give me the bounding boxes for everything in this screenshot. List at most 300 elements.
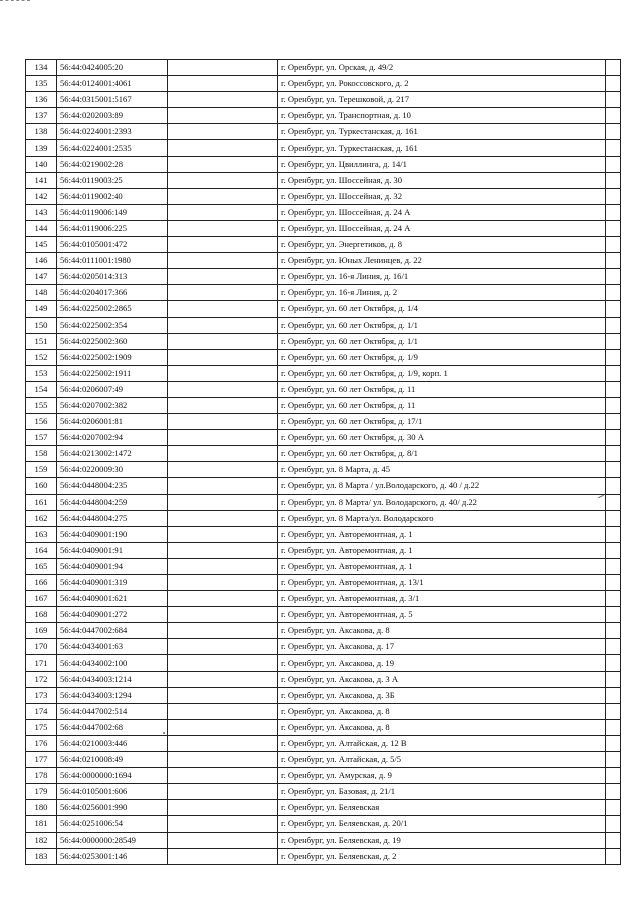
cadastral-number-cell: 56:44:0424005:20 [57,60,168,76]
table-row [26,204,621,220]
empty-cell [168,76,278,92]
table-row [26,365,621,381]
empty-narrow-cell [606,349,621,365]
empty-cell [168,237,278,253]
empty-narrow-cell [606,60,621,76]
row-number-cell: 172 [26,671,57,687]
empty-narrow-cell [606,719,621,735]
address-cell: г. Оренбург, ул. Амурская, д. 9 [278,768,606,784]
empty-narrow-cell [606,655,621,671]
row-number-cell: 167 [26,591,57,607]
table-row [26,542,621,558]
empty-narrow-cell [606,220,621,236]
address-cell: г. Оренбург, ул. 60 лет Октября, д. 1/9 [278,349,606,365]
table-row [26,735,621,751]
empty-cell [168,285,278,301]
row-number-cell: 183 [26,848,57,864]
cadastral-number-cell: 56:44:0434003:1294 [57,687,168,703]
row-number-cell: 163 [26,526,57,542]
cadastral-number-cell: 56:44:0213002:1472 [57,446,168,462]
row-number-cell: 141 [26,172,57,188]
cadastral-number-cell: 56:44:0210008:49 [57,752,168,768]
empty-narrow-cell [606,752,621,768]
cadastral-number-cell: 56:44:0206007:49 [57,381,168,397]
cadastral-number-cell: 56:44:0105001:472 [57,237,168,253]
row-number-cell: 181 [26,816,57,832]
address-cell: г. Оренбург, ул. 16-я Линия, д. 16/1 [278,269,606,285]
cadastral-number-cell: 56:44:0000000:28549 [57,832,168,848]
row-number-cell: 139 [26,140,57,156]
table-row [26,575,621,591]
cadastral-number-cell: 56:44:0434002:100 [57,655,168,671]
table-row [26,462,621,478]
table-row [26,768,621,784]
empty-narrow-cell [606,526,621,542]
empty-narrow-cell [606,478,621,494]
empty-narrow-cell [606,430,621,446]
empty-cell [168,108,278,124]
table-row [26,752,621,768]
empty-narrow-cell [606,188,621,204]
table-row [26,76,621,92]
cadastral-number-cell: 56:44:0105001:606 [57,784,168,800]
address-cell: г. Оренбург, ул. Терешковой, д. 217 [278,92,606,108]
table-row [26,156,621,172]
empty-cell [168,478,278,494]
empty-cell [168,575,278,591]
table-row [26,703,621,719]
cadastral-number-cell: 56:44:0434001:63 [57,639,168,655]
empty-narrow-cell [606,558,621,574]
table-row [26,269,621,285]
cadastral-number-cell: 56:44:0225002:354 [57,317,168,333]
table-row [26,172,621,188]
empty-narrow-cell [606,92,621,108]
cadastral-number-cell: 56:44:0207002:94 [57,430,168,446]
row-number-cell: 176 [26,735,57,751]
address-cell: г. Оренбург, ул. Транспортная, д. 10 [278,108,606,124]
empty-narrow-cell [606,317,621,333]
registry-table-body [26,60,621,865]
row-number-cell: 168 [26,607,57,623]
empty-narrow-cell [606,108,621,124]
cadastral-number-cell: 56:44:0253001:146 [57,848,168,864]
empty-narrow-cell [606,76,621,92]
empty-narrow-cell [606,124,621,140]
address-cell: г. Оренбург, ул. Аксакова, д. 8 [278,703,606,719]
row-number-cell: 137 [26,108,57,124]
empty-cell [168,220,278,236]
empty-cell [168,816,278,832]
row-number-cell: 154 [26,381,57,397]
table-row [26,140,621,156]
cadastral-number-cell: 56:44:0119003:25 [57,172,168,188]
row-number-cell: 142 [26,188,57,204]
cadastral-number-cell: 56:44:0315001:5167 [57,92,168,108]
empty-cell [168,446,278,462]
empty-cell [168,832,278,848]
address-cell: г. Оренбург, ул. Шоссейная, д. 24 А [278,204,606,220]
empty-narrow-cell [606,575,621,591]
address-cell: г. Оренбург, ул. Беляевская, д. 19 [278,832,606,848]
cadastral-number-cell: 56:44:0119006:225 [57,220,168,236]
row-number-cell: 162 [26,510,57,526]
empty-narrow-cell [606,816,621,832]
row-number-cell: 166 [26,575,57,591]
empty-cell [168,156,278,172]
empty-cell [168,188,278,204]
address-cell: г. Оренбург, ул. Алтайская, д. 12 В [278,735,606,751]
empty-narrow-cell [606,156,621,172]
table-row [26,124,621,140]
empty-narrow-cell [606,253,621,269]
empty-cell [168,639,278,655]
cadastral-number-cell: 56:44:0409001:621 [57,591,168,607]
address-cell: г. Оренбург, ул. Авторемонтная, д. 3/1 [278,591,606,607]
table-row [26,92,621,108]
empty-cell [168,365,278,381]
table-row [26,832,621,848]
empty-narrow-cell [606,800,621,816]
address-cell: г. Оренбург, ул. Аксакова, д. 3 А [278,671,606,687]
table-row [26,784,621,800]
empty-narrow-cell [606,414,621,430]
table-row [26,60,621,76]
table-row [26,317,621,333]
address-cell: г. Оренбург, ул. 8 Марта / ул.Володарского, д. 40 / д.22 [278,478,606,494]
address-cell: г. Оренбург, ул. Беляевская [278,800,606,816]
cadastral-number-cell: 56:44:0119006:149 [57,204,168,220]
row-number-cell: 182 [26,832,57,848]
cadastral-number-cell: 56:44:0448004:275 [57,510,168,526]
empty-cell [168,526,278,542]
empty-narrow-cell [606,285,621,301]
empty-cell [168,317,278,333]
empty-cell [168,591,278,607]
empty-cell [168,848,278,864]
row-number-cell: 180 [26,800,57,816]
row-number-cell: 138 [26,124,57,140]
cadastral-number-cell: 56:44:0205014:313 [57,269,168,285]
cadastral-number-cell: 56:44:0409001:94 [57,558,168,574]
table-row [26,623,621,639]
row-number-cell: 170 [26,639,57,655]
empty-cell [168,542,278,558]
empty-cell [168,381,278,397]
cadastral-number-cell: 56:44:0447002:684 [57,623,168,639]
cadastral-number-cell: 56:44:0124001:4061 [57,76,168,92]
row-number-cell: 135 [26,76,57,92]
empty-cell [168,140,278,156]
address-cell: г. Оренбург, ул. Авторемонтная, д. 1 [278,542,606,558]
address-cell: г. Оренбург, ул. Юных Ленинцев, д. 22 [278,253,606,269]
empty-narrow-cell [606,397,621,413]
empty-cell [168,800,278,816]
cadastral-number-cell: 56:44:0206001:81 [57,414,168,430]
cadastral-number-cell: 56:44:0409001:190 [57,526,168,542]
row-number-cell: 145 [26,237,57,253]
address-cell: г. Оренбург, ул. 8 Марта/ ул. Володарского, д. 40/ д.22 [278,494,606,510]
row-number-cell: 174 [26,703,57,719]
empty-cell [168,301,278,317]
address-cell: г. Оренбург, ул. 60 лет Октября, д. 1/1 [278,333,606,349]
cadastral-number-cell: 56:44:0000000:1694 [57,768,168,784]
cadastral-number-cell: 56:44:0409001:91 [57,542,168,558]
table-row [26,237,621,253]
address-cell: г. Оренбург, ул. 60 лет Октября, д. 30 А [278,430,606,446]
empty-cell [168,333,278,349]
address-cell: г. Оренбург, ул. Шоссейная, д. 30 [278,172,606,188]
row-number-cell: 160 [26,478,57,494]
address-cell: г. Оренбург, ул. Алтайская, д. 5/5 [278,752,606,768]
address-cell: г. Оренбург, ул. 60 лет Октября, д. 8/1 [278,446,606,462]
row-number-cell: 159 [26,462,57,478]
empty-cell [168,253,278,269]
cadastral-number-cell: 56:44:0224001:2535 [57,140,168,156]
cadastral-number-cell: 56:44:0448004:235 [57,478,168,494]
row-number-cell: 165 [26,558,57,574]
address-cell: г. Оренбург, ул. 60 лет Октября, д. 1/1 [278,317,606,333]
empty-cell [168,349,278,365]
cadastral-number-cell: 56:44:0409001:272 [57,607,168,623]
empty-narrow-cell [606,333,621,349]
empty-cell [168,687,278,703]
empty-cell [168,752,278,768]
empty-cell [168,703,278,719]
empty-narrow-cell [606,671,621,687]
empty-cell [168,768,278,784]
table-row [26,220,621,236]
row-number-cell: 155 [26,397,57,413]
empty-narrow-cell [606,269,621,285]
cadastral-number-cell: 56:44:0210003:446 [57,735,168,751]
empty-narrow-cell [606,172,621,188]
table-row [26,397,621,413]
table-row [26,414,621,430]
empty-cell [168,510,278,526]
cadastral-number-cell: 56:44:0251006:54 [57,816,168,832]
address-cell: г. Оренбург, ул. 16-я Линия, д. 2 [278,285,606,301]
table-row [26,108,621,124]
empty-narrow-cell [606,237,621,253]
cadastral-number-cell: 56:44:0225002:2865 [57,301,168,317]
empty-cell [168,172,278,188]
empty-cell [168,414,278,430]
empty-narrow-cell [606,446,621,462]
cadastral-number-cell: 56:44:0256001:990 [57,800,168,816]
cadastral-number-cell: 56:44:0225002:360 [57,333,168,349]
row-number-cell: 153 [26,365,57,381]
address-cell: г. Оренбург, ул. Энергетиков, д. 8 [278,237,606,253]
cadastral-number-cell: 56:44:0219002:28 [57,156,168,172]
address-cell: г. Оренбург, ул. Беляевская, д. 2 [278,848,606,864]
table-row [26,285,621,301]
address-cell: г. Оренбург, ул. Шоссейная, д. 24 А [278,220,606,236]
empty-cell [168,719,278,735]
empty-narrow-cell [606,848,621,864]
table-row [26,719,621,735]
row-number-cell: 158 [26,446,57,462]
row-number-cell: 179 [26,784,57,800]
empty-narrow-cell [606,768,621,784]
table-row [26,333,621,349]
empty-narrow-cell [606,591,621,607]
table-row [26,188,621,204]
empty-cell [168,671,278,687]
row-number-cell: 140 [26,156,57,172]
empty-cell [168,462,278,478]
table-row [26,655,621,671]
empty-narrow-cell [606,735,621,751]
address-cell: г. Оренбург, ул. Авторемонтная, д. 13/1 [278,575,606,591]
property-registry-table [25,59,621,865]
empty-cell [168,60,278,76]
table-row [26,607,621,623]
cadastral-number-cell: 56:44:0202003:89 [57,108,168,124]
cadastral-number-cell: 56:44:0225002:1911 [57,365,168,381]
table-row [26,446,621,462]
address-cell: г. Оренбург, ул. 60 лет Октября, д. 11 [278,381,606,397]
address-cell: г. Оренбург, ул. 60 лет Октября, д. 1/4 [278,301,606,317]
cadastral-number-cell: 56:44:0447002:68 [57,719,168,735]
empty-cell [168,494,278,510]
address-cell: г. Оренбург, ул. Туркестанская, д. 161 [278,124,606,140]
empty-cell [168,558,278,574]
cadastral-number-cell: 56:44:0447002:514 [57,703,168,719]
row-number-cell: 136 [26,92,57,108]
address-cell: г. Оренбург, ул. Авторемонтная, д. 5 [278,607,606,623]
cadastral-number-cell: 56:44:0434003:1214 [57,671,168,687]
row-number-cell: 164 [26,542,57,558]
cadastral-number-cell: 56:44:0448004:259 [57,494,168,510]
address-cell: г. Оренбург, ул. 60 лет Октября, д. 1/9, корп. 1 [278,365,606,381]
empty-narrow-cell [606,607,621,623]
table-row [26,558,621,574]
row-number-cell: 177 [26,752,57,768]
empty-narrow-cell [606,623,621,639]
row-number-cell: 178 [26,768,57,784]
cadastral-number-cell: 56:44:0119002:40 [57,188,168,204]
row-number-cell: 146 [26,253,57,269]
table-row [26,349,621,365]
table-row [26,381,621,397]
address-cell: г. Оренбург, ул. Аксакова, д. 17 [278,639,606,655]
table-row [26,478,621,494]
empty-narrow-cell [606,687,621,703]
address-cell: г. Оренбург, ул. Беляевская, д. 20/1 [278,816,606,832]
address-cell: г. Оренбург, ул. Орская, д. 49/2 [278,60,606,76]
table-row [26,301,621,317]
address-cell: г. Оренбург, ул. Аксакова, д. 3Б [278,687,606,703]
row-number-cell: 152 [26,349,57,365]
empty-cell [168,204,278,220]
cadastral-number-cell: 56:44:0220009:30 [57,462,168,478]
address-cell: г. Оренбург, ул. 8 Марта/ул. Володарского [278,510,606,526]
scan-edge-mark [0,0,30,2]
empty-narrow-cell [606,784,621,800]
empty-narrow-cell [606,542,621,558]
row-number-cell: 149 [26,301,57,317]
address-cell: г. Оренбург, ул. 8 Марта, д. 45 [278,462,606,478]
address-cell: г. Оренбург, ул. Авторемонтная, д. 1 [278,526,606,542]
table-row [26,494,621,510]
empty-cell [168,623,278,639]
address-cell: г. Оренбург, ул. Аксакова, д. 19 [278,655,606,671]
cadastral-number-cell: 56:44:0224001:2393 [57,124,168,140]
empty-cell [168,607,278,623]
table-row [26,639,621,655]
row-number-cell: 143 [26,204,57,220]
row-number-cell: 151 [26,333,57,349]
empty-cell [168,784,278,800]
table-row [26,800,621,816]
cadastral-number-cell: 56:44:0111001:1980 [57,253,168,269]
cadastral-number-cell: 56:44:0207002:382 [57,397,168,413]
empty-cell [168,397,278,413]
row-number-cell: 171 [26,655,57,671]
address-cell: г. Оренбург, ул. Авторемонтная, д. 1 [278,558,606,574]
row-number-cell: 157 [26,430,57,446]
address-cell: г. Оренбург, ул. 60 лет Октября, д. 11 [278,397,606,413]
row-number-cell: 169 [26,623,57,639]
empty-narrow-cell [606,381,621,397]
row-number-cell: 173 [26,687,57,703]
empty-narrow-cell [606,703,621,719]
empty-narrow-cell [606,462,621,478]
cadastral-number-cell: 56:44:0409001:319 [57,575,168,591]
empty-cell [168,92,278,108]
table-row [26,510,621,526]
empty-narrow-cell [606,494,621,510]
address-cell: г. Оренбург, ул. Аксакова, д. 8 [278,623,606,639]
table-row [26,526,621,542]
row-number-cell: 175 [26,719,57,735]
address-cell: г. Оренбург, ул. 60 лет Октября, д. 17/1 [278,414,606,430]
address-cell: г. Оренбург, ул. Цвиллинга, д. 14/1 [278,156,606,172]
empty-narrow-cell [606,365,621,381]
address-cell: г. Оренбург, ул. Шоссейная, д. 32 [278,188,606,204]
row-number-cell: 161 [26,494,57,510]
table-row [26,848,621,864]
cadastral-number-cell: 56:44:0204017:366 [57,285,168,301]
row-number-cell: 156 [26,414,57,430]
table-row [26,671,621,687]
empty-narrow-cell [606,204,621,220]
address-cell: г. Оренбург, ул. Аксакова, д. 8 [278,719,606,735]
row-number-cell: 150 [26,317,57,333]
empty-cell [168,430,278,446]
row-number-cell: 147 [26,269,57,285]
address-cell: г. Оренбург, ул. Базовая, д. 21/1 [278,784,606,800]
empty-cell [168,655,278,671]
row-number-cell: 148 [26,285,57,301]
row-number-cell: 144 [26,220,57,236]
table-row [26,430,621,446]
empty-narrow-cell [606,301,621,317]
empty-narrow-cell [606,639,621,655]
empty-cell [168,124,278,140]
table-row [26,816,621,832]
address-cell: г. Оренбург, ул. Туркестанская, д. 161 [278,140,606,156]
row-number-cell: 134 [26,60,57,76]
empty-cell [168,269,278,285]
table-row [26,253,621,269]
empty-narrow-cell [606,140,621,156]
cadastral-number-cell: 56:44:0225002:1909 [57,349,168,365]
table-row [26,591,621,607]
empty-cell [168,735,278,751]
empty-narrow-cell [606,510,621,526]
